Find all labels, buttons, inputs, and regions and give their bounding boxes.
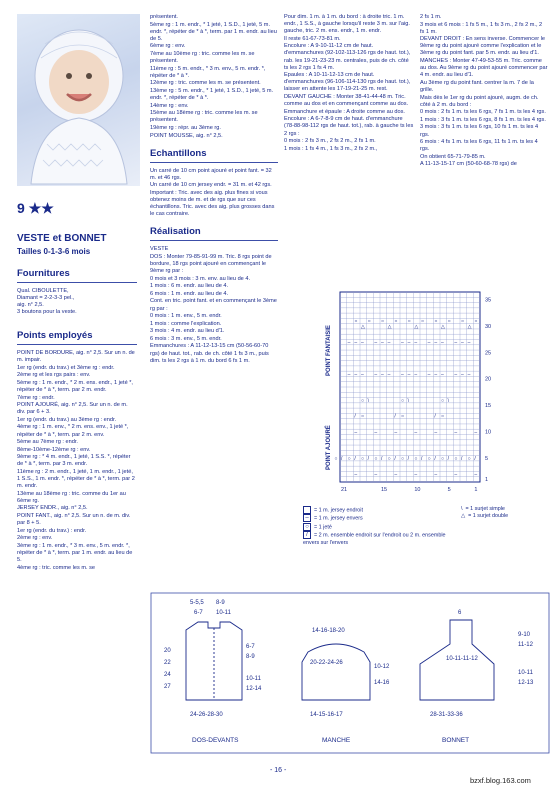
points-paragraphs bbox=[17, 350, 137, 572]
paragraph: Un carré de 10 cm point ajouré et point fant. = 32 m. et 46 rgs. bbox=[150, 167, 272, 181]
x-tick-label: 21 bbox=[341, 487, 348, 493]
pattern-title: VESTE et BONNET bbox=[17, 233, 107, 244]
paragraph: 0 mois : 2 fs 3 m., 2 fs 2 m., 2 fs 1 m. bbox=[284, 138, 376, 145]
paragraph: 6 mois : 3 m. env., 5 m. endr. bbox=[150, 335, 222, 342]
paragraph: 6 mois : 1 m. endr. au lieu de 4. bbox=[150, 290, 229, 297]
slash-icon: / bbox=[303, 531, 311, 539]
chart-symbol: – bbox=[441, 339, 444, 346]
paragraph: 1er rg (endr. du trav.) et 3ème rg : endr. bbox=[17, 364, 115, 371]
x-tick-label: 1 bbox=[474, 487, 478, 493]
chart-symbol: ○ bbox=[441, 413, 445, 420]
chart-symbol: – bbox=[401, 371, 404, 378]
fournitures-heading: Fournitures bbox=[17, 268, 70, 279]
paragraph: 9ème rg : * 4 m. endr., 1 jeté, 1 S.S. *, répéter de * à *, term. par 3 m. endr. bbox=[17, 454, 131, 468]
stitch-chart bbox=[300, 284, 545, 504]
col2-paragraphs bbox=[150, 14, 278, 140]
paragraph: 8ème-10ème-12ème rg : env. bbox=[17, 446, 91, 453]
chart-symbol: △ bbox=[361, 323, 365, 330]
paragraph: 1 mois : comme l'explication. bbox=[150, 320, 222, 327]
paragraph: POINT MOUSSE, aig. n° 2,5. bbox=[150, 132, 223, 139]
paragraph: 1 mois : 6 m. endr. au lieu de 4. bbox=[150, 283, 229, 290]
bonnet-mid: 10-11-11-12 bbox=[446, 656, 478, 662]
paragraph: Pour dim. 1 m. à 1 m. du bord : à droite tric. 1 m. endr., 1 S.S., à gauche lorsqu'il reste 3 m. sur l'aig. gauche, tric. 2 m. ens. endr., 1 m. endr. bbox=[284, 14, 410, 35]
paragraph: Il reste 61-67-73-81 m. bbox=[284, 35, 341, 42]
chart-symbol: ○ bbox=[387, 455, 391, 462]
paragraph: Epaules : A 10-11-12-13 cm de haut. d'emmanchures (96-106-114-130 rgs de haut. tot.), laisser en attente les 17-19-21-25 m. rest. bbox=[284, 72, 411, 93]
paragraph: Encolure : A 6-7-8-9 cm de haut. d'emmanchure (78-88-98-112 rgs de haut. tot.), rab. à gauche ts les 2 rgs : bbox=[284, 116, 414, 137]
chart-symbol: \ bbox=[447, 397, 450, 404]
chart-symbol: – bbox=[434, 339, 438, 346]
chart-x-ticks bbox=[341, 487, 477, 493]
chart-symbol: △ bbox=[414, 323, 419, 330]
y-tick-label: 1 bbox=[485, 476, 489, 483]
legend-item: \ = 1 surjet simple bbox=[461, 506, 505, 512]
dos-right-2: 8-9 bbox=[246, 654, 255, 660]
chart-symbol: – bbox=[427, 371, 431, 378]
chart-symbol: ○ bbox=[414, 455, 418, 462]
paragraph: 6 mois : 4 fs 1 m. ts les 6 rgs, 11 fs 1 m. ts les 4 rgs. bbox=[420, 139, 538, 153]
dos-bottom: 24-26-28-30 bbox=[190, 712, 223, 718]
chart-symbol: – bbox=[467, 339, 471, 346]
chart-symbol: △ bbox=[467, 323, 472, 330]
chart-symbol: – bbox=[387, 339, 391, 346]
chart-symbol: – bbox=[474, 471, 478, 478]
fourniture-line: Diamant = 2-2-3-3 pel., bbox=[17, 295, 75, 301]
paragraph: 19ème rg : répr. au 3ème rg. bbox=[150, 124, 221, 131]
chart-symbol: – bbox=[434, 371, 438, 378]
chart-symbol: – bbox=[467, 371, 471, 378]
paragraph: Un carré de 10 cm jersey endr. = 31 m. et 42 rgs. bbox=[150, 182, 272, 189]
chart-symbol: ○ bbox=[467, 455, 471, 462]
paragraph: Important : Tric. avec des aig. plus fines si vous obtenez moins de m. et de rgs que sur ces échantillons. Tric. avec des aig. plus grosses dans le cas contraire. bbox=[150, 189, 275, 218]
y-tick-label: 10 bbox=[485, 429, 492, 436]
dos-label: DOS-DEVANTS bbox=[192, 737, 239, 744]
points-heading: Points employés bbox=[17, 330, 93, 341]
paragraph: Encolure : A 9-10-11-12 cm de haut. d'emmanchures (92-102-113-126 rgs de haut. tot.), rab. les 19-21-23-23 m. centrales, puis de ch. côté ts les 2 rgs 1 fs 4 m. bbox=[284, 43, 411, 71]
source-url: bzxf.blog.163.com bbox=[470, 776, 531, 785]
chart-symbol: – bbox=[354, 339, 358, 346]
paragraph: 15ème au 18ème rg : tric. comme les m. se présentent. bbox=[150, 110, 258, 124]
baby-photo bbox=[17, 14, 140, 186]
chart-symbol: \ bbox=[407, 397, 410, 404]
chart-symbol: – bbox=[374, 429, 378, 436]
manche-label: MANCHE bbox=[322, 737, 351, 744]
fourniture-line: 3 boutons pour la veste. bbox=[17, 309, 77, 315]
chart-symbol: ○ bbox=[354, 318, 358, 325]
chart-symbol: ○ bbox=[427, 455, 431, 462]
y-tick-label: 30 bbox=[485, 323, 492, 330]
paragraph: 1er rg (endr. du trav.) au 3ème rg : endr. bbox=[17, 416, 117, 423]
chart-symbol: – bbox=[387, 371, 391, 378]
chart-symbol: ○ bbox=[441, 455, 445, 462]
chart-symbol: / bbox=[381, 455, 383, 462]
paragraph: 0 mois : 1 m. env., 5 m. endr. bbox=[150, 313, 222, 320]
chart-symbol: – bbox=[414, 429, 418, 436]
paragraph: 12ème rg : tric. comme les m. se présentent. bbox=[150, 80, 261, 87]
chart-symbol: – bbox=[381, 371, 384, 378]
dos-left-3: 24 bbox=[164, 672, 171, 678]
paragraph: présentent. bbox=[150, 14, 178, 20]
chart-symbol: △ bbox=[441, 323, 445, 330]
chart-symbol: – bbox=[441, 371, 444, 378]
chart-symbol: – bbox=[454, 471, 458, 478]
dos-right-4: 12-14 bbox=[246, 686, 262, 692]
chart-symbol: / bbox=[394, 413, 396, 420]
paragraph: 13ème au 18ème rg : tric. comme du 1er au 6ème rg. bbox=[17, 490, 126, 504]
dos-top-a: 5-5,5 bbox=[190, 600, 204, 606]
dos-top-c: 6-7 bbox=[194, 610, 203, 616]
dos-left-2: 22 bbox=[164, 660, 171, 666]
chart-symbol: ○ bbox=[334, 455, 338, 462]
chart-label-ajoure: POINT AJOURÉ bbox=[326, 425, 332, 470]
chart-symbol: / bbox=[394, 455, 396, 462]
chart-symbol: – bbox=[454, 339, 458, 346]
chart-symbol: – bbox=[381, 339, 384, 346]
schema-manche bbox=[302, 644, 370, 700]
chart-symbol: \ bbox=[367, 397, 370, 404]
chart-symbol: ○ bbox=[394, 318, 398, 325]
chart-symbol: ○ bbox=[361, 397, 365, 404]
x-tick-label: 15 bbox=[381, 487, 388, 493]
chart-symbol: ○ bbox=[401, 455, 405, 462]
chart-symbol: ○ bbox=[441, 397, 445, 404]
bonnet-bottom: 28-31-33-36 bbox=[430, 712, 463, 718]
chart-symbol: ○ bbox=[361, 413, 365, 420]
chart-symbol: ○ bbox=[447, 318, 451, 325]
legend-item: △ = 1 surjet double bbox=[461, 513, 509, 519]
dos-left-4: 27 bbox=[164, 684, 171, 690]
realisation-heading: Réalisation bbox=[150, 226, 201, 238]
chart-symbol: – bbox=[361, 371, 364, 378]
chart-symbol: – bbox=[394, 429, 398, 436]
chart-symbol: / bbox=[461, 455, 463, 462]
baby-illustration bbox=[17, 14, 140, 186]
chart-symbol: – bbox=[374, 471, 378, 478]
chart-symbol: ○ bbox=[361, 455, 365, 462]
chart-symbol: – bbox=[414, 339, 418, 346]
echantillons-heading: Echantillons bbox=[150, 147, 207, 159]
paragraph: A 11-13-15-17 cm (50-60-68-78 rgs) de bbox=[420, 161, 517, 168]
chart-symbol: – bbox=[461, 371, 464, 378]
paragraph: 1 mois : 3 fs 1 m. ts les 6 rgs, 8 fs 1 m. ts les 4 rgs. bbox=[420, 116, 546, 123]
manche-bottom: 14-15-16-17 bbox=[310, 712, 343, 718]
column-3 bbox=[284, 14, 414, 153]
chart-symbol: – bbox=[347, 371, 351, 378]
chart-symbol: ○ bbox=[374, 455, 378, 462]
fourniture-line: aig. n° 2,5. bbox=[17, 302, 44, 308]
points-section bbox=[17, 330, 137, 572]
dos-top-d: 10-11 bbox=[216, 610, 231, 616]
bonnet-right-4: 12-13 bbox=[518, 680, 534, 686]
chart-symbol: ○ bbox=[381, 318, 385, 325]
manche-right-2: 14-16 bbox=[374, 680, 390, 686]
divider bbox=[150, 240, 278, 241]
paragraph: DEVANT GAUCHE : Monter 38-41-44-48 m. Tric. comme au dos et en commençant comme au dos. bbox=[284, 94, 409, 108]
paragraph: POINT FANT., aig. n° 2,5. Sur un n. de m. div. par 8 + 5. bbox=[17, 513, 131, 527]
paragraph: 3 mois et 6 mois : 1 fs 5 m., 1 fs 3 m., 2 fs 2 m., 2 fs 1 m. bbox=[420, 21, 543, 35]
manche-right-1: 10-12 bbox=[374, 664, 390, 670]
divider bbox=[150, 162, 278, 163]
column-4 bbox=[420, 14, 548, 169]
chart-symbol: – bbox=[354, 429, 358, 436]
schema-dos bbox=[186, 622, 242, 700]
chart-symbol: ○ bbox=[401, 397, 405, 404]
paragraph: 3 mois : 3 fs 1 m. ts les 6 rgs, 10 fs 1 m. ts les 4 rgs. bbox=[420, 124, 539, 138]
paragraph: 2 fs 1 m. bbox=[420, 14, 442, 20]
dos-right-1: 6-7 bbox=[246, 644, 255, 650]
chart-symbol: / bbox=[354, 455, 356, 462]
paragraph: 11ème rg : 2 m. endr., 1 jeté, 1 m. endr., 1 jeté, 1 S.S., 1 m. endr. *, répéter de * à *, term. par 2 m. endr. bbox=[17, 469, 135, 490]
circle-icon: ○ bbox=[303, 523, 311, 531]
chart-symbol: △ bbox=[387, 323, 392, 330]
paragraph: Cont. en tric. point fant. et en commençant le 3ème rg par : bbox=[150, 298, 277, 312]
paragraph: 5ème au 7ème rg : endr. bbox=[17, 439, 78, 446]
bonnet-right-1: 9-10 bbox=[518, 632, 531, 638]
chart-symbol: / bbox=[447, 455, 450, 462]
paragraph: POINT AJOURÉ, aig. n° 2,5. Sur un n. de m. div. par 6 + 3. bbox=[17, 402, 128, 416]
paragraph: 1 mois : 1 fs 4 m., 1 fs 3 m., 2 fs 2 m., bbox=[284, 145, 378, 152]
chart-symbol: – bbox=[407, 339, 411, 346]
dos-left-1: 20 bbox=[164, 648, 171, 654]
chart-symbol: – bbox=[407, 371, 411, 378]
y-tick-label: 35 bbox=[485, 297, 492, 304]
chart-symbol: / bbox=[354, 413, 356, 420]
chart-symbol: – bbox=[347, 339, 351, 346]
manche-mid: 20-22-24-26 bbox=[310, 660, 343, 666]
paragraph: 7ème rg : endr. bbox=[17, 394, 55, 401]
chart-symbol: – bbox=[454, 429, 458, 436]
chart-symbol: – bbox=[414, 471, 418, 478]
paragraph: 2ème rg et les rgs pairs : env. bbox=[17, 372, 91, 379]
backslash-icon: \ bbox=[461, 506, 463, 512]
paragraph: 5ème rg : 1 m. endr., * 1 jeté, 1 S.D., 1 jeté, 5 m. endr. *, répéter de * à *, term. par 1 m. endr. au lieu de 5. bbox=[150, 21, 277, 42]
x-tick-label: 5 bbox=[447, 487, 451, 493]
col3-paragraphs bbox=[284, 14, 414, 153]
chart-symbol: / bbox=[367, 455, 370, 462]
paragraph: 4ème rg : 1 m. env., * 2 m. ens. env., 1 jeté *, répéter de * à *, term. par 2 m. env. bbox=[17, 424, 129, 438]
chart-symbol: ○ bbox=[434, 318, 438, 325]
manche-top: 14-16-18-20 bbox=[312, 628, 345, 634]
y-tick-label: 15 bbox=[485, 403, 492, 410]
square-icon bbox=[303, 506, 311, 514]
legend-item: / = 2 m. ensemble endroit sur l'endroit ou 2 m. ensemble envers sur l'envers bbox=[303, 532, 446, 546]
echantillons-paragraphs bbox=[150, 168, 278, 219]
paragraph: VESTE bbox=[150, 246, 169, 253]
chart-symbol: – bbox=[401, 339, 404, 346]
col4-paragraphs bbox=[420, 14, 548, 168]
paragraph: 3 mois : 4 m. endr. au lieu d'1. bbox=[150, 328, 225, 335]
chart-symbol: ○ bbox=[461, 318, 465, 325]
chart-symbol: ○ bbox=[421, 318, 425, 325]
triangle-icon: △ bbox=[461, 513, 466, 519]
realisation-paragraphs bbox=[150, 246, 278, 365]
chart-symbol: ○ bbox=[367, 318, 371, 325]
bonnet-top: 6 bbox=[458, 610, 462, 616]
chart-symbol: – bbox=[354, 471, 358, 478]
chart-symbol: – bbox=[361, 339, 364, 346]
chart-symbol: / bbox=[421, 455, 423, 462]
chart-symbol: – bbox=[354, 371, 358, 378]
dash-icon: – bbox=[303, 514, 311, 522]
paragraph: DOS : Monter 79-85-91-99 m. Tric. 8 rgs point de bordure, 18 rgs point ajouré en commençant le 9ème rg par : bbox=[150, 253, 272, 275]
chart-symbol: ○ bbox=[454, 455, 458, 462]
dos-right-3: 10-11 bbox=[246, 676, 261, 682]
bonnet-right-2: 11-12 bbox=[518, 642, 533, 648]
chart-symbol: – bbox=[414, 371, 418, 378]
paragraph: Emmanchures : A 11-12-13-15 cm (50-56-60-70 rgs) de haut. tot., rab. de ch. côté 1 fs 3 m., puis dim. ts les 2 rgs à 1 m. du bord 6 fs 1 m. bbox=[150, 343, 269, 364]
chart-symbol: ○ bbox=[401, 413, 405, 420]
paragraph: 0 mois : 2 fs 1 m. ts les 6 rgs, 7 fs 1 m. ts les 4 rgs. bbox=[420, 109, 546, 116]
chart-symbol: / bbox=[341, 455, 343, 462]
y-tick-label: 25 bbox=[485, 350, 492, 357]
chart-symbol: / bbox=[434, 455, 436, 462]
schematics bbox=[150, 592, 550, 762]
divider bbox=[17, 282, 137, 283]
pattern-sizes: Tailles 0-1-3-6 mois bbox=[17, 247, 91, 256]
chart-symbol: – bbox=[461, 339, 464, 346]
paragraph: 4ème rg : tric. comme les m. se bbox=[17, 564, 96, 571]
legend-item: ○ = 1 jeté bbox=[303, 523, 453, 531]
paragraph: Emmanchure et épaule : A droite comme au dos. bbox=[284, 108, 405, 115]
paragraph: 0 mois et 3 mois : 3 m. env. au lieu de 4. bbox=[150, 275, 251, 282]
paragraph: 1er rg (endr. du trav.) : endr. bbox=[17, 527, 87, 534]
chart-symbol: – bbox=[374, 339, 378, 346]
paragraph: POINT DE BORDURE, aig. n° 2,5. Sur un n. de m. impair. bbox=[17, 350, 135, 364]
chart-symbol: – bbox=[394, 471, 398, 478]
legend-item: – = 1 m. jersey envers bbox=[303, 514, 453, 522]
chart-symbol: / bbox=[434, 413, 436, 420]
paragraph: 3ème rg : 1 m. endr., * 3 m. env., 5 m. endr. *, répéter de * à *, term. par 1 m. endr. au lieu de 5. bbox=[17, 542, 133, 564]
x-tick-label: 10 bbox=[414, 487, 421, 493]
bonnet-label: BONNET bbox=[442, 737, 470, 744]
chart-symbol: – bbox=[434, 471, 438, 478]
paragraph: 14ème rg : env. bbox=[150, 102, 189, 109]
paragraph: 2ème rg : env. bbox=[17, 535, 53, 542]
chart-symbol: ○ bbox=[407, 318, 411, 325]
chart-symbol: – bbox=[374, 371, 378, 378]
chart-symbol: ○ bbox=[347, 455, 351, 462]
chart-symbol: – bbox=[434, 429, 438, 436]
fourniture-line: Qual. CIBOULETTE, bbox=[17, 288, 69, 294]
chart-symbol: – bbox=[474, 429, 478, 436]
paragraph: Au 3ème rg du point fant. centrer la m. 7 de la grille. bbox=[420, 79, 534, 93]
chart-y-ticks bbox=[485, 298, 491, 483]
chart-label-fantaisie: POINT FANTAISIE bbox=[326, 325, 332, 376]
y-tick-label: 5 bbox=[485, 455, 489, 462]
divider bbox=[17, 344, 137, 345]
paragraph: DEVANT DROIT : En sens inverse. Commencer le 9ème rg du point ajouré comme l'explication et le 3ème rg du point fant. par 5 m. endr. au lieu d'1. bbox=[420, 36, 545, 57]
dos-top-b: 8-9 bbox=[216, 600, 225, 606]
paragraph: Mais dès le 1er rg du point ajouré, augm. de ch. côté à 2 m. du bord : bbox=[420, 94, 539, 108]
paragraph: 11ème rg : 5 m. endr., * 3 m. env., 5 m. endr. *, répéter de * à *. bbox=[150, 65, 266, 79]
paragraph: 13ème rg : 5 m. endr., * 1 jeté, 1 S.D., 1 jeté, 5 m. endr. *, répéter de * à *. bbox=[150, 87, 274, 102]
legend-item: = 1 m. jersey endroit bbox=[303, 506, 453, 514]
page-number: - 16 - bbox=[270, 767, 287, 774]
column-2 bbox=[150, 14, 278, 365]
y-tick-label: 20 bbox=[485, 376, 492, 383]
chart-symbol: / bbox=[474, 455, 476, 462]
pattern-number: 9 ★★ bbox=[17, 200, 54, 216]
paragraph: MANCHES : Monter 47-49-53-55 m. Tric. comme au dos. Au 9ème rg du point ajouré commencer par 4 m. endr. au lieu d'1. bbox=[420, 58, 548, 79]
fournitures-section bbox=[17, 268, 137, 316]
paragraph: 7ème au 10ème rg : tric. comme les m. se présentent. bbox=[150, 50, 255, 65]
chart-symbol: – bbox=[427, 339, 431, 346]
bonnet-right-3: 10-11 bbox=[518, 670, 533, 676]
paragraph: On obtient 65-71-79-85 m. bbox=[420, 153, 486, 160]
paragraph: JERSEY ENDR., aig. n° 2,5. bbox=[17, 505, 88, 512]
chart-symbol: / bbox=[407, 455, 410, 462]
chart-symbol: – bbox=[454, 371, 458, 378]
paragraph: 5ème rg : 1 m. endr., * 2 m. ens. endr., 1 jeté *, répéter de * à *, term. par 2 m. endr. bbox=[17, 379, 133, 393]
paragraph: 6ème rg : env. bbox=[150, 43, 186, 50]
chart-symbol: ○ bbox=[474, 318, 478, 325]
